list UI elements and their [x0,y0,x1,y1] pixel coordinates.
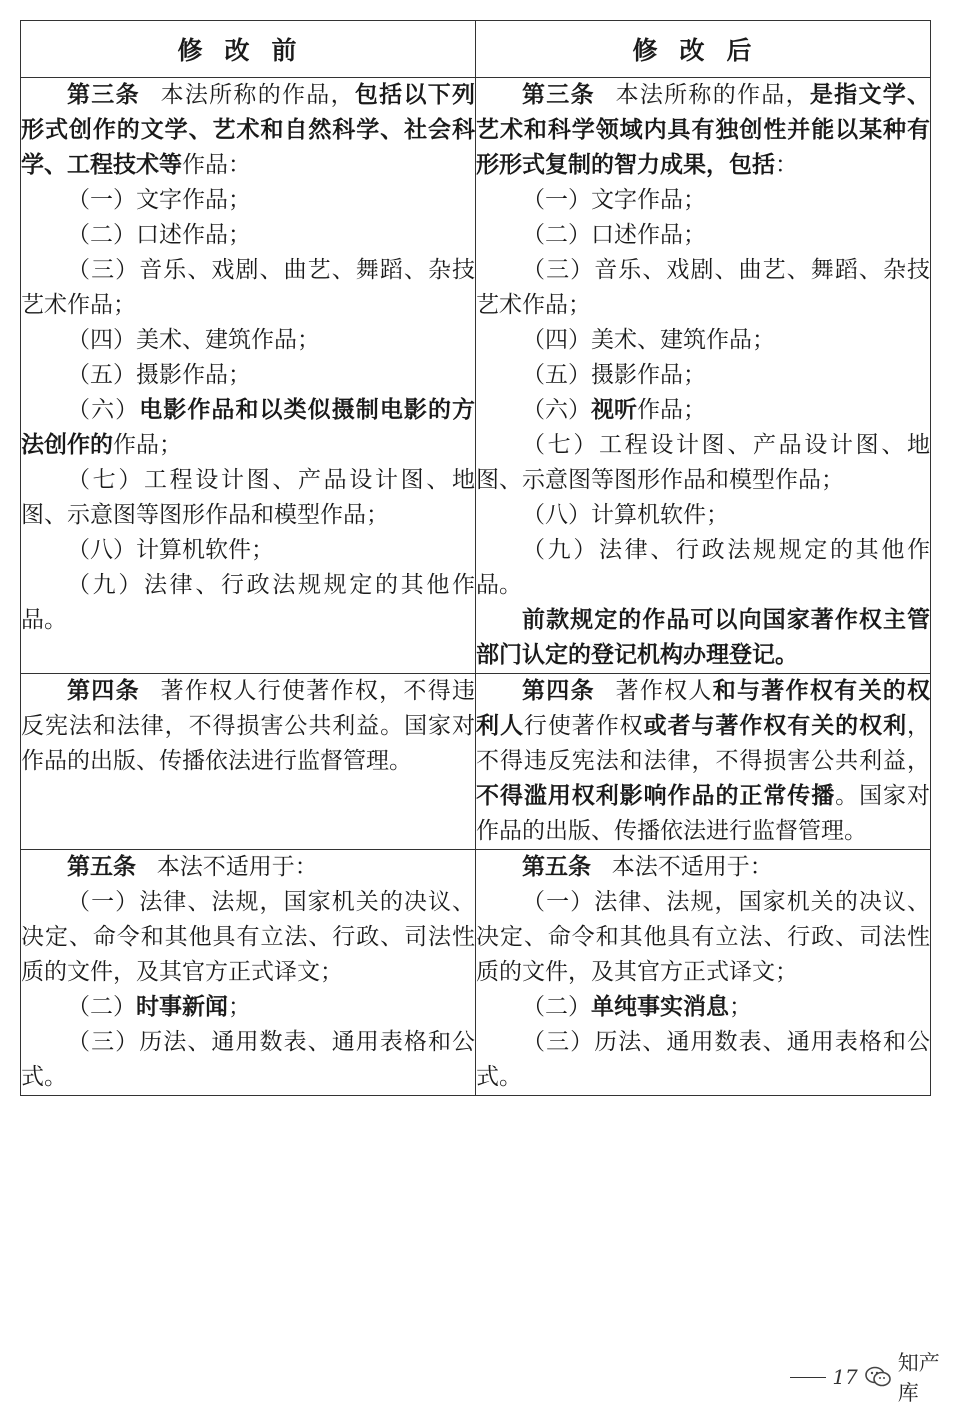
paragraph [21,463,475,533]
paragraph [476,990,930,1025]
article-4-after [476,674,931,850]
text: （三）历法、通用数表、通用表格和公式。 [476,1029,930,1090]
text: （九）法律、行政法规规定的其他作品。 [21,572,475,633]
bold-text: 电影作品和以类似摄制电影的方法创作的 [21,397,475,458]
text: 本法不适用于： [156,854,318,880]
text: 行使著作权 [523,713,644,739]
wechat-icon [864,1365,892,1389]
article-number: 第四条 [67,678,140,704]
text: （八）计算机软件； [67,537,274,563]
table-header-row [21,21,931,78]
paragraph [476,1025,930,1095]
paragraph [476,498,930,533]
bold-text: 单纯事实消息 [591,994,729,1020]
bold-text: 和与著作权有关的权利人 [476,678,931,739]
text: （一）文字作品； [522,187,706,213]
text: （三）音乐、戏剧、曲艺、舞蹈、杂技艺术作品； [476,257,930,318]
text: （七）工程设计图、产品设计图、地图、示意图等图形作品和模型作品； [476,432,930,493]
text: （六） [522,397,591,423]
paragraph [476,78,930,183]
paragraph [21,323,475,358]
bold-text: 视听 [591,397,637,423]
article-5-before [21,850,476,1096]
text: ； [729,994,752,1020]
table-row [21,78,931,674]
text: （六） [67,397,140,423]
bold-text: 是指文学、艺术和科学领域内具有独创性并能以某种有形形式复制的智力成果，包括 [476,82,931,178]
paragraph [476,674,930,849]
text: （二）口述作品； [522,222,706,248]
paragraph [21,568,475,638]
paragraph [476,850,930,885]
paragraph [21,674,475,779]
paragraph [21,533,475,568]
header-before: 修改前 [21,21,476,78]
paragraph [21,358,475,393]
text: 作品： [182,152,251,178]
text: （一）文字作品； [67,187,251,213]
paragraph [21,218,475,253]
paragraph [476,603,930,673]
text: （四）美术、建筑作品； [67,327,320,353]
text: （五）摄影作品； [67,362,251,388]
paragraph [21,1025,475,1095]
text: （一）法律、法规，国家机关的决议、决定、命令和其他具有立法、行政、司法性质的文件，及其官方正式译文； [21,889,475,985]
text: （四）美术、建筑作品； [522,327,775,353]
text: 著作权人行使著作权，不得违反宪法和法律，不得损害公共利益。国家对作品的出版、传播依法进行监督管理。 [21,678,476,774]
text: ，不得违反宪法和法律，不得损害公共利益， [476,713,931,774]
article-number: 第四条 [522,678,595,704]
paragraph [476,393,930,428]
paragraph [476,885,930,990]
article-number: 第五条 [522,854,591,880]
text: （二）口述作品； [67,222,251,248]
text: 作品； [637,397,706,423]
paragraph [21,850,475,885]
paragraph [476,183,930,218]
text: 著作权人 [615,678,713,704]
bold-text: 前款规定的作品可以向国家著作权主管部门认定的登记机构办理登记。 [476,607,930,668]
comparison-table [20,20,931,1096]
paragraph [476,358,930,393]
article-3-before [21,78,476,674]
site-logo-text: 知产库 [897,1351,940,1405]
article-number: 第五条 [67,854,136,880]
text: （九）法律、行政法规规定的其他作品。 [476,537,930,598]
text: （三）音乐、戏剧、曲艺、舞蹈、杂技艺术作品； [21,257,475,318]
text: （五）摄影作品； [522,362,706,388]
text: （七）工程设计图、产品设计图、地图、示意图等图形作品和模型作品； [21,467,475,528]
text: ： [775,152,798,178]
paragraph [476,218,930,253]
bold-text: 时事新闻 [136,994,228,1020]
bold-text: 或者与著作权有关的权利 [643,713,908,739]
text: （二） [67,994,136,1020]
article-4-before [21,674,476,850]
paragraph [21,393,475,463]
page-number: 17 [832,1365,858,1389]
text: （二） [522,994,591,1020]
paragraph [21,253,475,323]
paragraph [476,533,930,603]
article-number: 第三条 [67,82,140,108]
article-3-after [476,78,931,674]
header-after: 修改后 [476,21,931,78]
paragraph [21,78,475,183]
text: （八）计算机软件； [522,502,729,528]
paragraph [476,323,930,358]
article-number: 第三条 [522,82,595,108]
paragraph [476,253,930,323]
text: （三）历法、通用数表、通用表格和公式。 [21,1029,475,1090]
bold-text: 包括以下列形式创作的文学、艺术和自然科学、社会科学、工程技术等 [21,82,476,178]
article-5-after [476,850,931,1096]
bold-text: 不得滥用权利影响作品的正常传播 [476,783,836,809]
text: 本法所称的作品， [615,82,810,108]
paragraph [21,183,475,218]
table-row [21,850,931,1096]
text: 本法不适用于： [611,854,773,880]
text: 作品； [113,432,182,458]
paragraph [21,885,475,990]
footer-dash [790,1377,826,1378]
page-footer [790,1351,958,1405]
text: ； [228,994,251,1020]
text: 。国家对作品的出版、传播依法进行监督管理。 [476,783,931,844]
table-row [21,674,931,850]
text: （一）法律、法规，国家机关的决议、决定、命令和其他具有立法、行政、司法性质的文件，及其官方正式译文； [476,889,930,985]
paragraph [476,428,930,498]
text: 本法所称的作品， [160,82,355,108]
paragraph [21,990,475,1025]
